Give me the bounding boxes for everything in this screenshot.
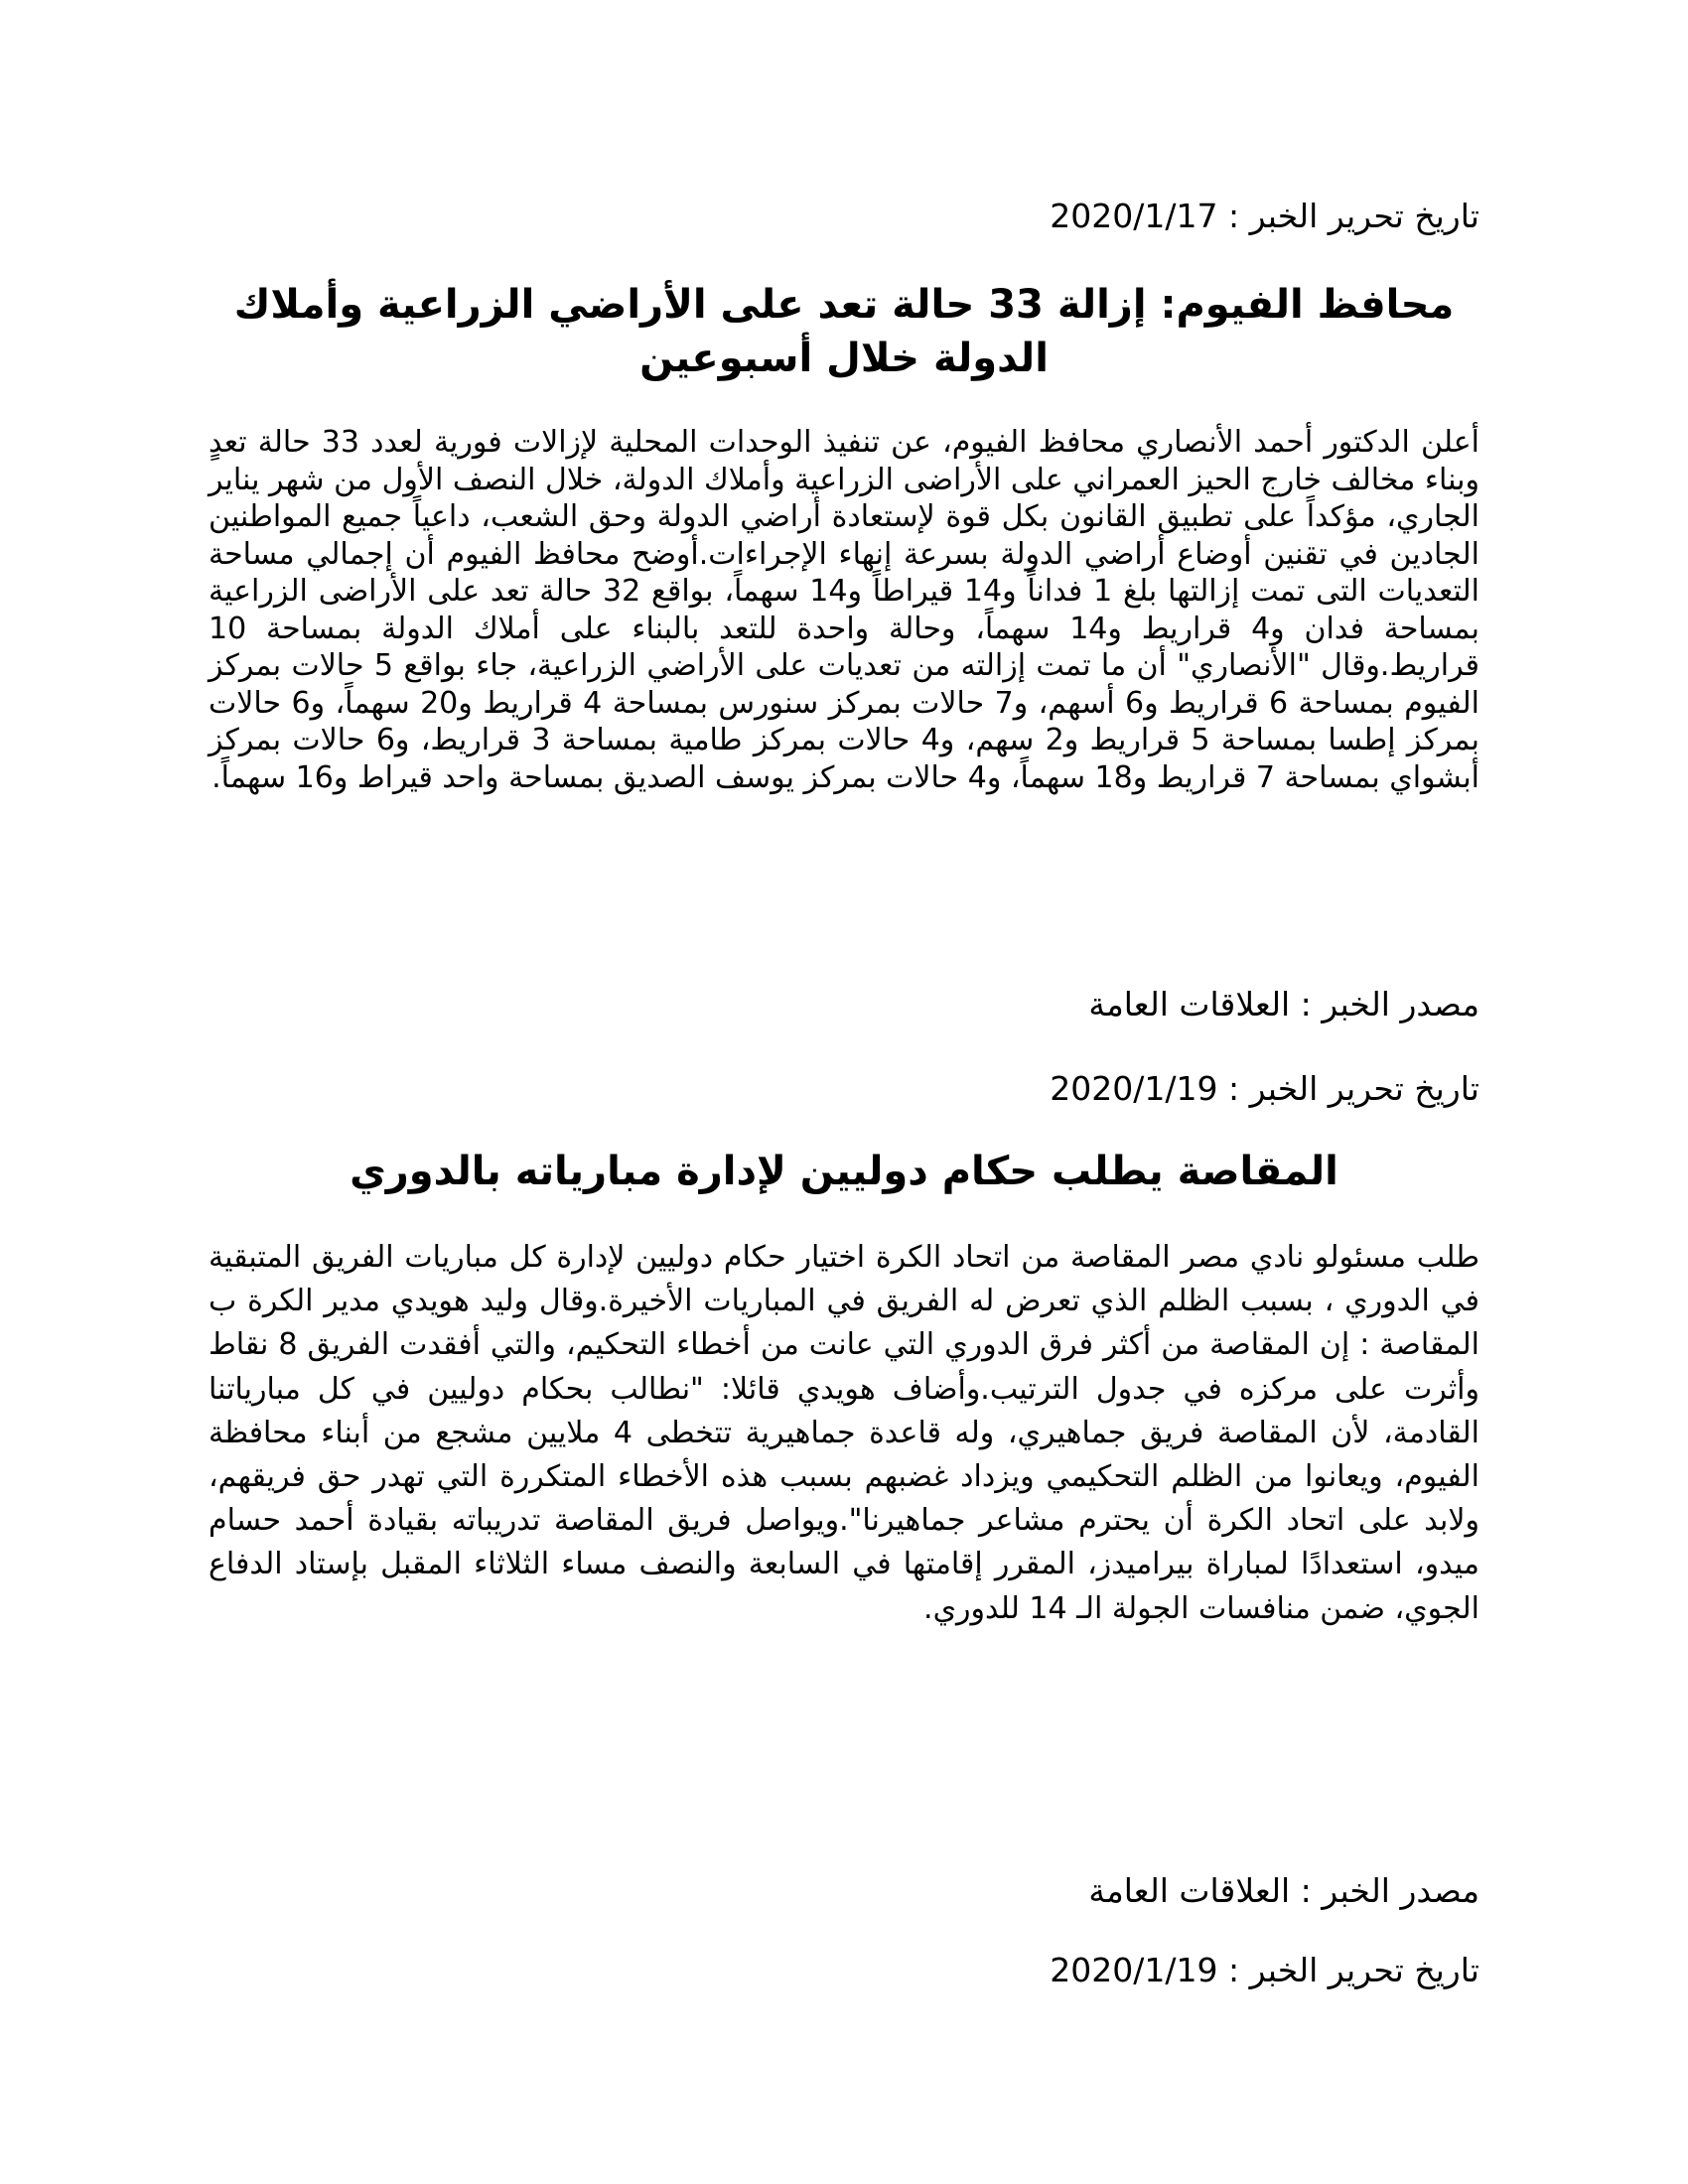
article-1-body: أعلن الدكتور أحمد الأنصاري محافظ الفيوم، عن تنفيذ الوحدات المحلية لإزالات فورية لعدد 33 حالة تعدٍ وبناء مخالف خارج الحيز العمراني على الأراضى الزراعية وأملاك الدولة، خلال النصف الأول من شهر يناير الجاري، مؤكداً على تطبيق القانون بكل قوة لإستعادة أراضي الدولة وحق الشعب، داعياً جميع المواطنين الجادين في تقنين أوضاع أراضي الدولة بسرعة إنهاء الإجراءات.أوضح محافظ الفيوم أن إجمالي مساحة التعديات التى تمت إزالتها بلغ 1 فداناً و14 قيراطاً و14 سهماً، بواقع 32 حالة تعد على الأراضى الزراعية بمساحة فدان و4 قراريط و14 سهماً، وحالة واحدة للتعد بالبناء على أملاك الدولة بمساحة 10 قراريط.وقال "الأنصاري" أن ما تمت إزالته من تعديات على الأراضي الزراعية، جاء بواقع 5 حالات بمركز الفيوم بمساحة 6 قراريط و6 أسهم، و7 حالات بمركز سنورس بمساحة 4 قراريط و20 سهماً، و6 حالات بمركز إطسا بمساحة 5 قراريط و2 سهم، و4 حالات بمركز طامية بمساحة 3 قراريط، و6 حالات بمركز أبشواي بمساحة 7 قراريط و18 سهماً، و4 حالات بمركز يوسف الصديق بمساحة واحد قيراط و16 سهماً. bbox=[209, 425, 1479, 795]
article-1-source-line: مصدر الخبر : العلاقات العامة bbox=[1088, 985, 1479, 1024]
article-2-date-line: تاريخ تحرير الخبر : 2020/1/19 bbox=[1050, 1069, 1479, 1108]
article-2-body: طلب مسئولو نادي مصر المقاصة من اتحاد الكرة اختيار حكام دوليين لإدارة كل مباريات الفريق المتبقية في الدوري ، بسبب الظلم الذي تعرض له الفريق في المباريات الأخيرة.وقال وليد هويدي مدير الكرة ب المقاصة : إن المقاصة من أكثر فرق الدوري التي عانت من أخطاء التحكيم، والتي أفقدت الفريق 8 نقاط وأثرت على مركزه في جدول الترتيب.وأضاف هويدي قائلا: "نطالب بحكام دوليين في كل مبارياتنا القادمة، لأن المقاصة فريق جماهيري، وله قاعدة جماهيرية تتخطى 4 ملايين مشجع من أبناء محافظة الفيوم، ويعانوا من الظلم التحكيمي ويزداد غضبهم بسبب هذه الأخطاء المتكررة التي تهدر حق فريقهم، ولابد على اتحاد الكرة أن يحترم مشاعر جماهيرنا".ويواصل فريق المقاصة تدريباته بقيادة أحمد حسام ميدو، استعدادًا لمباراة بيراميدز، المقرر إقامتها في السابعة والنصف مساء الثلاثاء المقبل بإستاد الدفاع الجوي، ضمن منافسات الجولة الـ 14 للدوري. bbox=[209, 1240, 1479, 1626]
article-2-headline: المقاصة يطلب حكام دوليين لإدارة مبارياته بالدوري bbox=[350, 1149, 1338, 1194]
article-2-source-line: مصدر الخبر : العلاقات العامة bbox=[1088, 1871, 1479, 1910]
article-1-headline: محافظ الفيوم: إزالة 33 حالة تعد على الأراضي الزراعية وأملاك الدولة خلال أسبوعين bbox=[233, 282, 1455, 381]
trailing-date-line: تاريخ تحرير الخبر : 2020/1/19 bbox=[1050, 1951, 1479, 1989]
article-1-date-line: تاريخ تحرير الخبر : 2020/1/17 bbox=[1050, 197, 1479, 235]
